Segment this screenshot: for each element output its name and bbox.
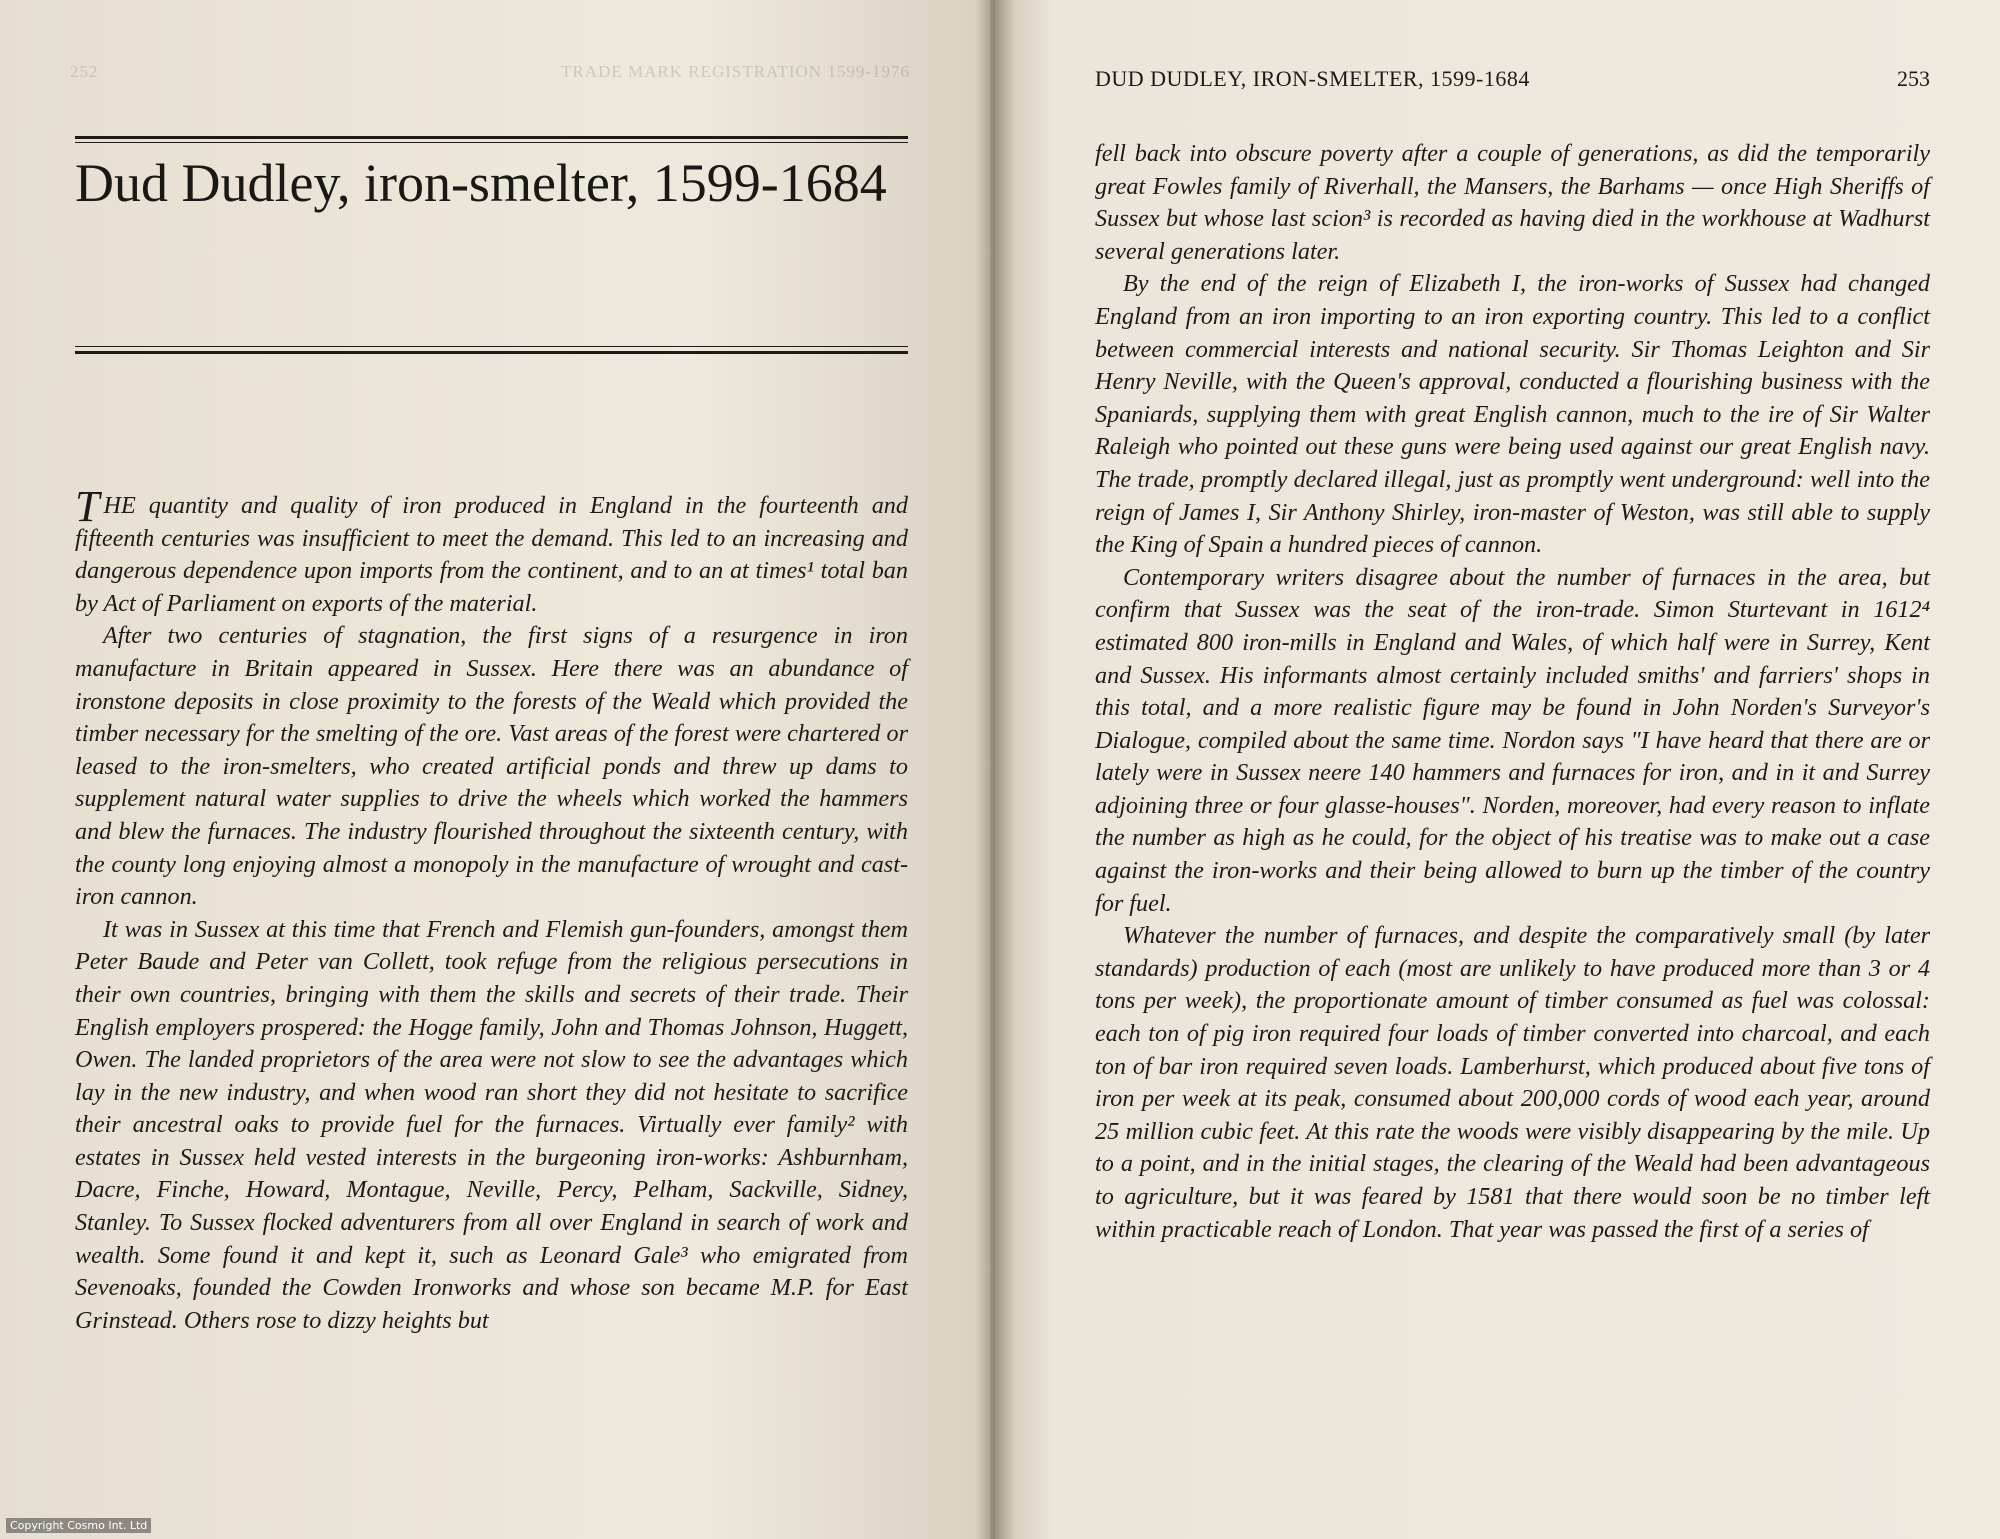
title-rule-top <box>75 136 908 139</box>
running-head-title: DUD DUDLEY, IRON-SMELTER, 1599-1684 <box>1095 66 1530 91</box>
drop-cap: T <box>75 482 100 531</box>
title-rule-top-thin <box>75 142 908 143</box>
paragraph: By the end of the reign of Elizabeth I, the iron-works of Sussex had changed England from an iron importing to an iron exporting country. This led to a conflict between commercial interests and national security. Sir Thomas Leighton and Sir Henry Neville, with the Queen's approval, conducted a flourishing business with the Spaniards, supplying them with great English cannon, much to the ire of Sir Walter Raleigh who pointed out these guns were being used against our great English navy. The trade, promptly declared illegal, just as promptly went underground: well into the reign of James I, Sir Anthony Shirley, iron-master of Weston, was still able to supply the King of Spain a hundred pieces of cannon. <box>1095 270 1930 559</box>
chapter-title: Dud Dudley, iron-smelter, 1599-1684 <box>75 153 887 213</box>
show-through-header <box>70 62 910 82</box>
left-page <box>0 0 990 1539</box>
running-head <box>1095 66 1930 92</box>
paragraph: THE quantity and quality of iron produced in England in the fourteenth and fifteenth centuries was insufficient to meet the demand. This led to an increasing and dangerous dependence upon imports from the continent, and to an at times¹ total ban by Act of Parliament on exports of the material. <box>75 482 908 617</box>
paragraph: fell back into obscure poverty after a couple of generations, as did the temporarily great Fowles family of Riverhall, the Mansers, the Barhams — once High Sheriffs of Sussex but whose last scion³ is recorded as having died in the workhouse at Wadhurst several generations later. <box>1095 140 1930 265</box>
right-page <box>995 0 2000 1539</box>
paragraph: Contemporary writers disagree about the number of furnaces in the area, but confirm that Sussex was the seat of the iron-trade. Simon Sturtevant in 1612⁴ estimated 800 iron-mills in England and Wales, of which half were in Surrey, Kent and Sussex. His informants almost certainly included smiths' and farriers' shops in this total, and a more realistic figure may be found in John Norden's Surveyor's Dialogue, compiled about the same time. Nordon says "I have heard that there are or lately were in Sussex neere 140 hammers and furnaces for iron, and in it and Surrey adjoining three or four glasse-houses". Norden, moreover, had every reason to inflate the number as high as he could, for the object of his treatise was to make out a case against the iron-works and their being allowed to burn up the timber of the country for fuel. <box>1095 563 1930 917</box>
show-through-title: TRADE MARK REGISTRATION 1599-1976 <box>561 62 910 81</box>
title-rule-bottom-thin <box>75 346 908 347</box>
paragraph: Whatever the number of furnaces, and despite the comparatively small (by later standards) production of each (most are unlikely to have produced more than 3 or 4 tons per week), the proportionate amount of timber consumed as fuel was colossal: each ton of pig iron required four loads of timber converted into charcoal, and each ton of bar iron required seven loads. Lamberhurst, which produced about five tons of iron per week at its peak, consumed about 200,000 cords of wood each year, around 25 million cubic feet. At this rate the woods were visibly disappearing by the mile. Up to a point, and in the initial stages, the clearing of the Weald had been advantageous to agriculture, but it was feared by 1581 that there would soon be no timber left within practicable reach of London. That year was passed the first of a series of <box>1095 922 1930 1243</box>
book-gutter-shadow <box>975 0 1015 1539</box>
page-number: 253 <box>1897 66 1930 91</box>
paragraph: After two centuries of stagnation, the first signs of a resurgence in iron manufacture in Britain appeared in Sussex. Here there was an abundance of ironstone deposits in close proximity to the forests of the Weald which provided the timber necessary for the smelting of the ore. Vast areas of the forest were chartered or leased to the iron-smelters, who created artificial ponds and threw up dams to supplement natural water supplies to drive the wheels which worked the hammers and blew the furnaces. The industry flourished throughout the sixteenth century, with the county long enjoying almost a monopoly in the manufacture of wrought and cast-iron cannon. <box>75 622 908 911</box>
title-rule-bottom <box>75 351 908 354</box>
copyright-watermark: Copyright Cosmo Int. Ltd <box>6 1518 151 1533</box>
left-body-text <box>75 482 908 1337</box>
right-body-text <box>1095 138 1930 1246</box>
show-through-page-number: 252 <box>70 62 99 81</box>
paragraph: It was in Sussex at this time that French and Flemish gun-founders, amongst them Peter Baude and Peter van Collett, took refuge from the religious persecutions in their own countries, bringing with them the skills and secrets of their trade. Their English employers prospered: the Hogge family, John and Thomas Johnson, Huggett, Owen. The landed proprietors of the area were not slow to see the advantages which lay in the new industry, and when wood ran short they did not hesitate to sacrifice their ancestral oaks to provide fuel for the furnaces. Virtually ever family² with estates in Sussex held vested interests in the burgeoning iron-works: Ashburnham, Dacre, Finche, Howard, Montague, Neville, Percy, Pelham, Sackville, Sidney, Stanley. To Sussex flocked adventurers from all over England in search of work and wealth. Some found it and kept it, such as Leonard Gale³ who emigrated from Sevenoaks, founded the Cowden Ironworks and whose son became M.P. for East Grinstead. Others rose to dizzy heights but <box>75 915 908 1334</box>
